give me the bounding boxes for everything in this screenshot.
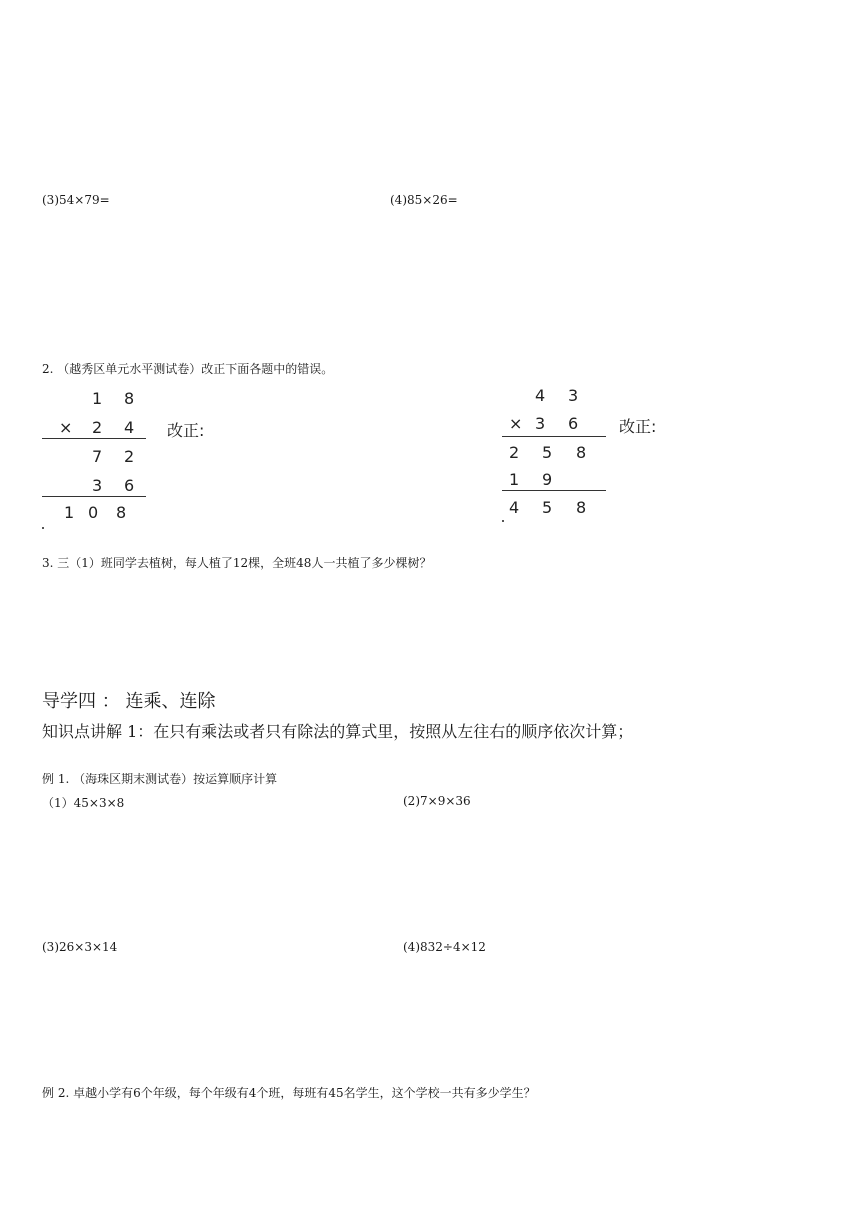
digit: 1 [64,503,75,522]
problem-3: 3. 三（1）班同学去植树，每人植了12棵，全班48人一共植了多少棵树？ [42,556,432,570]
digit: 8 [116,503,127,522]
digit: 2 [92,418,103,437]
exercise-3: (3)54×79= [42,193,110,207]
times-sign: × [59,418,73,437]
digit: 5 [542,498,553,517]
digit: 2 [124,447,135,466]
digit: 8 [576,443,587,462]
digit: 2 [509,443,520,462]
knowledge-point: 知识点讲解 1：在只有乘法或者只有除法的算式里，按照从左往右的顺序依次计算； [42,722,634,741]
example-1-item-4: (4)832÷4×12 [403,940,486,954]
digit: 5 [542,443,553,462]
example-1-title: 例 1. （海珠区期末测试卷）按运算顺序计算 [42,772,278,786]
speck [42,527,44,529]
digit: 4 [535,386,546,405]
example-1-item-3: (3)26×3×14 [42,940,118,954]
underline [502,436,606,437]
example-1-item-2: (2)7×9×36 [403,794,471,808]
section-heading: 导学四 ： 连乘、连除 [42,691,216,712]
correction-label: 改正: [619,417,657,436]
exercise-4: (4)85×26= [390,193,458,207]
digit: 4 [124,418,135,437]
digit: 3 [92,476,103,495]
speck [502,520,504,522]
example-2: 例 2. 卓越小学有6个年级，每个年级有4个班，每班有45名学生，这个学校一共有多少学生？ [42,1086,536,1100]
digit: 8 [576,498,587,517]
underline [42,438,146,439]
digit: 6 [568,414,579,433]
digit: 3 [535,414,546,433]
correction-label: 改正: [167,421,205,440]
example-1-item-1: （1）45×3×8 [42,796,125,810]
digit: 9 [542,470,553,489]
digit: 1 [509,470,520,489]
times-sign: × [509,414,523,433]
digit: 3 [568,386,579,405]
underline [502,490,606,491]
underline [42,496,146,497]
problem-2-title: 2. （越秀区单元水平测试卷）改正下面各题中的错误。 [42,362,334,376]
digit: 4 [509,498,520,517]
digit: 8 [124,389,135,408]
digit: 1 [92,389,103,408]
digit: 6 [124,476,135,495]
digit: 7 [92,447,103,466]
digit: 0 [88,503,99,522]
